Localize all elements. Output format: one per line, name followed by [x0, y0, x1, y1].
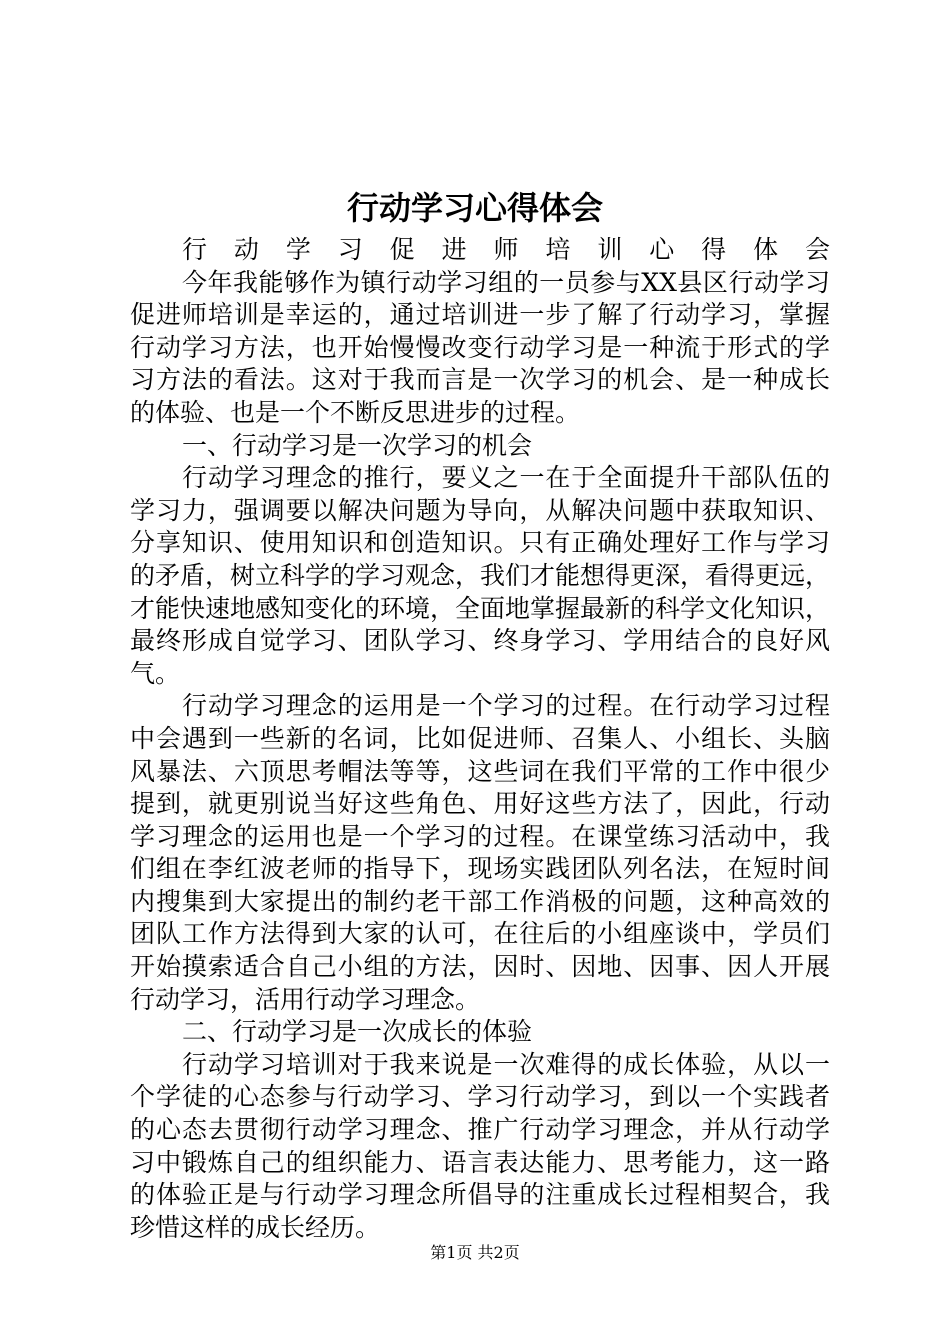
text-line: 行动学习培训对于我来说是一次难得的成长体验，从以一 — [182, 1049, 830, 1079]
page-number: 第1页 共2页 — [430, 1243, 520, 1262]
text-line: 行动学习，活用行动学习理念。 — [130, 984, 481, 1014]
text-line: 内搜集到大家提出的制约老干部工作消极的问题，这种高效的 — [130, 886, 830, 916]
text-line: 的心态去贯彻行动学习理念、推广行动学习理念，并从行动学 — [130, 1115, 830, 1145]
text-line: 才能快速地感知变化的环境，全面地掌握最新的科学文化知识， — [130, 593, 831, 623]
text-line: 们组在李红波老师的指导下，现场实践团队列名法，在短时间 — [130, 854, 830, 884]
section-heading: 二、行动学习是一次成长的体验 — [182, 1017, 533, 1047]
text-line: 团队工作方法得到大家的认可，在往后的小组座谈中，学员们 — [130, 919, 830, 949]
section-heading: 一、行动学习是一次学习的机会 — [182, 430, 533, 460]
text-line: 珍惜这样的成长经历。 — [130, 1212, 381, 1242]
text-line: 行动学习理念的推行，要义之一在于全面提升干部队伍的 — [182, 463, 830, 493]
text-line: 学习理念的运用也是一个学习的过程。在课堂练习活动中，我 — [130, 821, 830, 851]
text-line: 行动学习方法，也开始慢慢改变行动学习是一种流于形式的学 — [130, 332, 830, 362]
document-title: 行动学习心得体会 — [346, 189, 603, 227]
text-line: 开始摸索适合自己小组的方法，因时、因地、因事、因人开展 — [130, 952, 830, 982]
text-line: 的体验、也是一个不断反思进步的过程。 — [130, 397, 581, 427]
document-body — [130, 234, 830, 1244]
text-line: 气。 — [130, 658, 181, 688]
text-line: 习中锻炼自己的组织能力、语言表达能力、思考能力，这一路 — [130, 1147, 830, 1177]
text-line: 促进师培训是幸运的，通过培训进一步了解了行动学习，掌握 — [130, 300, 830, 330]
subtitle-line: 行动学习促进师培训心得体会 — [182, 235, 830, 264]
text-line: 习方法的看法。这对于我而言是一次学习的机会、是一种成长 — [130, 365, 830, 395]
text-line: 的矛盾，树立科学的学习观念，我们才能想得更深，看得更远， — [130, 560, 831, 590]
text-line: 今年我能够作为镇行动学习组的一员参与XX县区行动学习 — [182, 267, 830, 297]
text-line: 学习力，强调要以解决问题为导向，从解决问题中获取知识、 — [130, 495, 830, 525]
text-line: 分享知识、使用知识和创造知识。只有正确处理好工作与学习 — [130, 528, 830, 558]
text-line: 中会遇到一些新的名词，比如促进师、召集人、小组长、头脑 — [130, 723, 830, 753]
text-line: 风暴法、六顶思考帽法等等，这些词在我们平常的工作中很少 — [130, 756, 830, 786]
text-line: 行动学习理念的运用是一个学习的过程。在行动学习过程 — [182, 691, 830, 721]
text-line: 最终形成自觉学习、团队学习、终身学习、学用结合的良好风 — [130, 626, 830, 656]
text-line: 的体验正是与行动学习理念所倡导的注重成长过程相契合，我 — [130, 1180, 830, 1210]
text-line: 提到，就更别说当好这些角色、用好这些方法了，因此，行动 — [130, 789, 830, 819]
text-line: 个学徒的心态参与行动学习、学习行动学习，到以一个实践者 — [130, 1082, 830, 1112]
